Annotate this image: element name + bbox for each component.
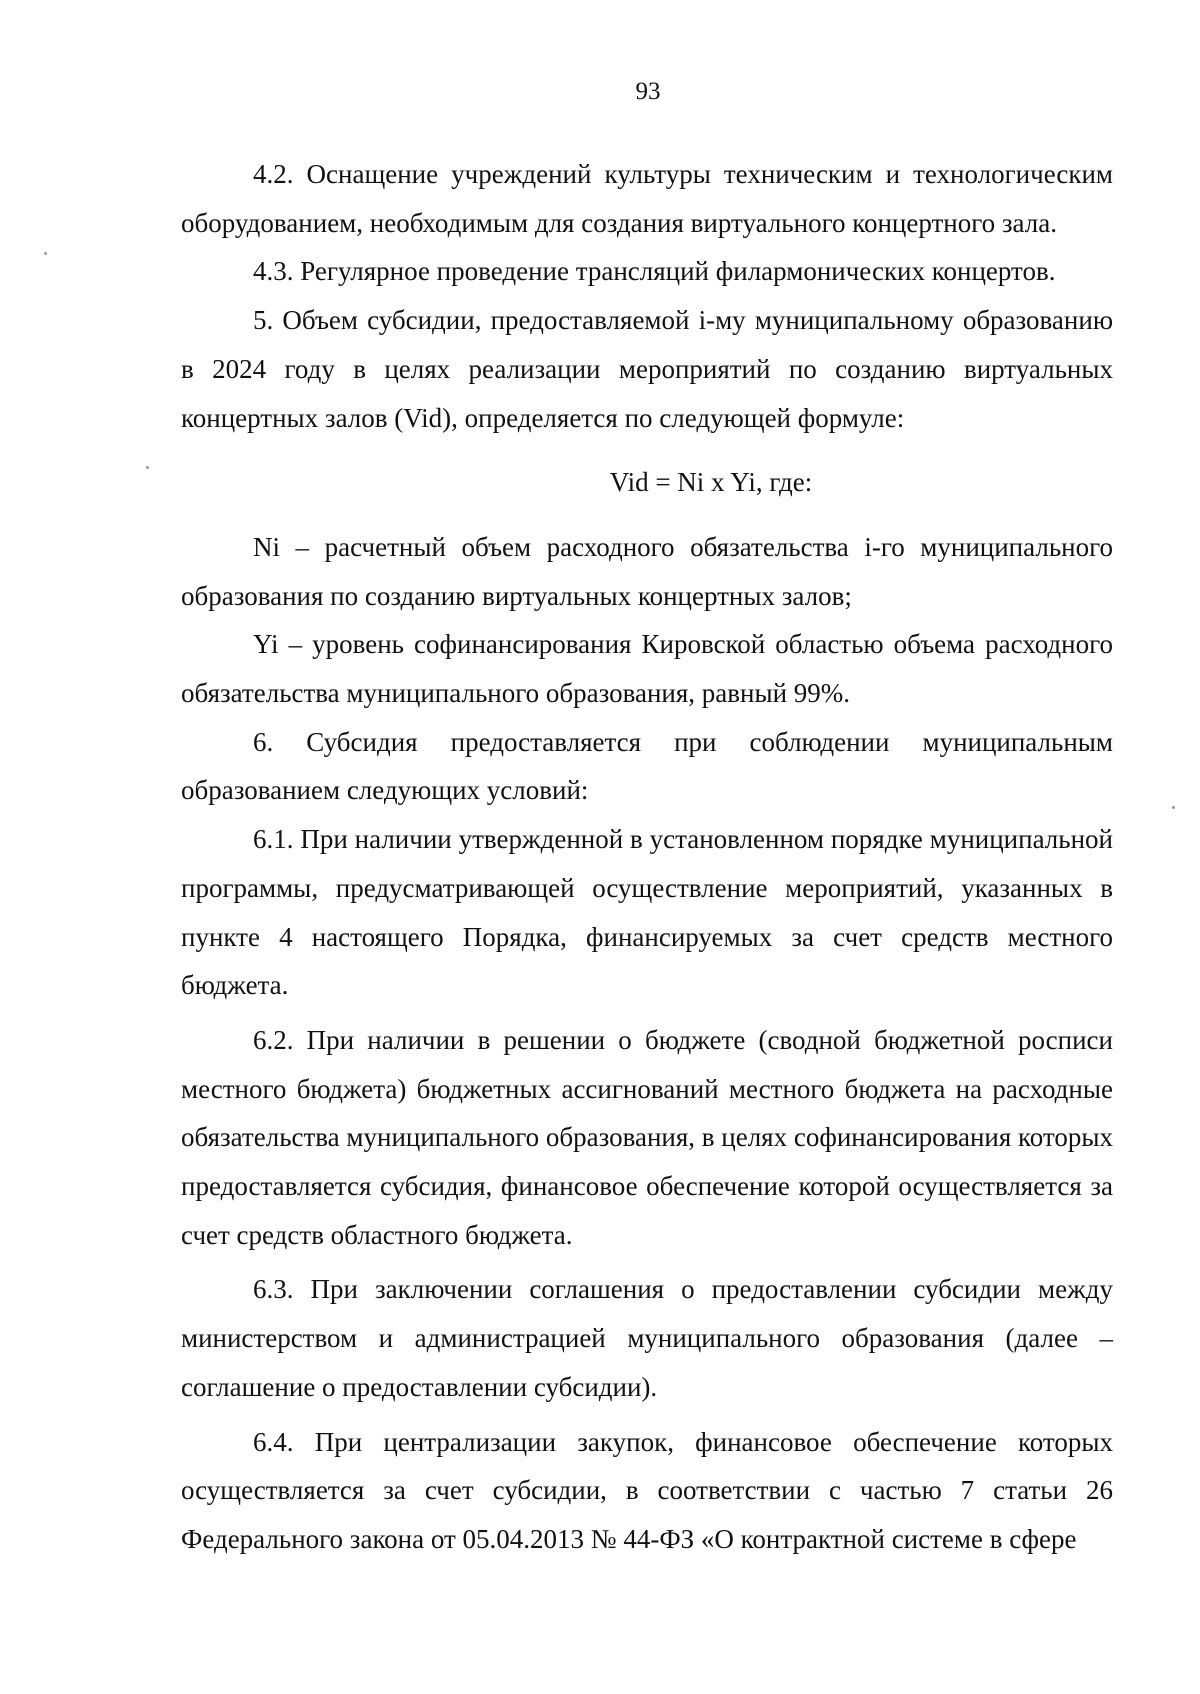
paragraph-yi-definition: Yi – уровень софинансирования Кировской областью объема расходного обязательства муниципального образования, равный 99%. <box>181 629 1113 709</box>
scan-speck <box>146 466 149 469</box>
paragraph-5: 5. Объем субсидии, предоставляемой i-му муниципальному образованию в 2024 году в целях реализации мероприятий по созданию виртуальных концертных залов (Vid), определяется по следующей формуле: <box>181 305 1113 433</box>
paragraph-ni-definition: Ni – расчетный объем расходного обязательства i-го муниципального образования по созданию виртуальных концертных залов; <box>181 531 1113 611</box>
document-body <box>181 150 1113 1564</box>
page-number: 93 <box>635 78 661 105</box>
scan-speck <box>44 252 47 255</box>
paragraph-6-4: 6.4. При централизации закупок, финансовое обеспечение которых осуществляется за счет субсидии, в соответствии с частью 7 статьи 26 Федерального закона от 05.04.2013 № 44-ФЗ «О контрактной системе в сфере <box>181 1426 1113 1554</box>
paragraph-6: 6. Субсидия предоставляется при соблюдении муниципальным образованием следующих условий: <box>181 726 1113 806</box>
paragraph-4-2: 4.2. Оснащение учреждений культуры техническим и технологическим оборудованием, необходимым для создания виртуального концертного зала. <box>181 159 1113 238</box>
paragraph-6-2: 6.2. При наличии в решении о бюджете (сводной бюджетной росписи местного бюджета) бюджетных ассигнований местного бюджета на расходные обязательства муниципального образования, в целях софинансирования которых предоставляется субсидия, финансовое обеспечение которой осуществляется за счет средств областного бюджета. <box>181 1024 1114 1250</box>
paragraph-6-1: 6.1. При наличии утвержденной в установленном порядке муниципальной программы, предусматривающей осуществление мероприятий, указанных в пункте 4 настоящего Порядка, финансируемых за счет средств местного бюджета. <box>181 824 1113 1001</box>
formula: Vid = Ni x Yi, где: <box>609 467 813 498</box>
scan-speck <box>1172 806 1175 809</box>
paragraph-6-3: 6.3. При заключении соглашения о предоставлении субсидии между министерством и администрацией муниципального образования (далее – соглашение о предоставлении субсидии). <box>181 1274 1113 1402</box>
paragraph-4-3: 4.3. Регулярное проведение трансляций филармонических концертов. <box>253 256 1056 287</box>
